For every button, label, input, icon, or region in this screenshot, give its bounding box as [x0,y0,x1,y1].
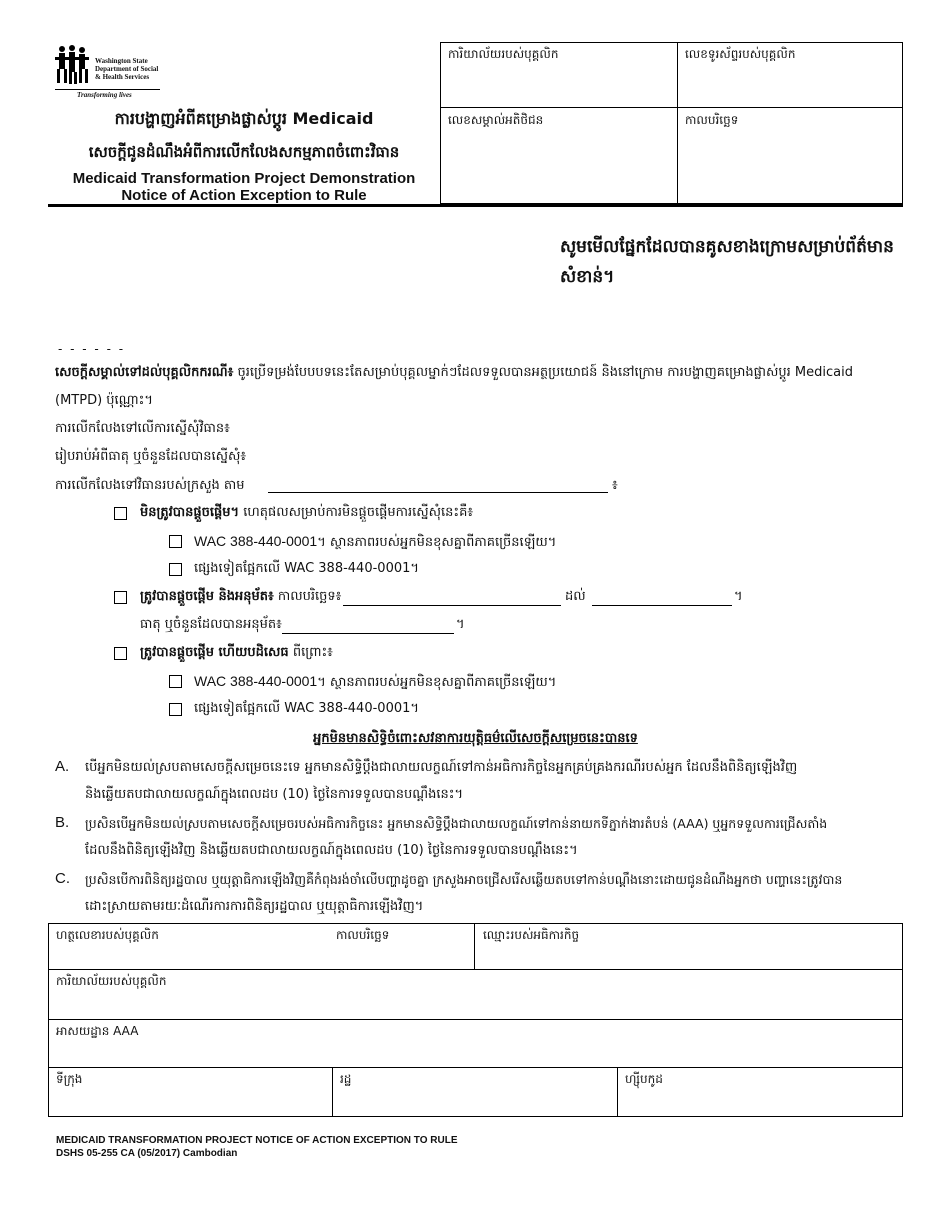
dashes: - - - - - - [58,342,126,356]
rights-a-letter: A. [55,758,70,775]
not-approved-label: មិនត្រូវបានផ្តួចផ្តើម។ [140,505,240,520]
approved-period: ។ [734,589,743,604]
people-logo-icon [55,45,91,85]
dshs-logo [55,45,165,103]
wac-1-code: WAC 388-440-0001 [194,533,318,549]
city-field[interactable]: ទីក្រុង [56,1072,83,1086]
bottom-hline-3 [48,1067,903,1068]
header-divider-vertical [677,42,678,204]
rights-c-line2: ដោះស្រាយតាមរយៈដំណើរការការពិនិត្យរដ្ឋបាល ឬយុត្តាធិការឡើងវិញ។ [85,899,424,914]
signature-date-field[interactable]: កាលបរិច្ឆេទ [336,928,390,942]
logo-org-name [95,57,158,81]
note-text-1: ចូរប្រើទម្រង់បែបបទនេះតែសម្រាប់បុគ្គលម្នាក់ៗដែលទទួលបានអត្ថប្រយោជន៍ និងនៅក្រោម ការបង្ហាញគម្រោងផ្លាស់ប្តូរ Medicaid [233,365,853,380]
approved-item-line[interactable] [282,633,454,634]
header-divider-horizontal [440,107,903,108]
rights-a-line1: បើអ្នកមិនយល់ស្របតាមសេចក្តីសម្រេចនេះទេ អ្នកមានសិទ្ធិប្តឹងជាលាយលក្ខណ៍ទៅកាន់អធិការកិច្ចនៃអ្នកគ្រប់គ្រងករណីរបស់អ្នក ដែលនឹងពិនិត្យឡើងវិញ [85,760,798,775]
not-approved-option [140,504,473,522]
state-field[interactable]: រដ្ឋ [340,1072,352,1086]
bottom-vline-1 [474,923,475,969]
rights-b-line2: ដែលនឹងពិនិត្យឡើងវិញ និងឆ្លើយតបជាលាយលក្ខណ៍ក្នុងពេលដប (10) ថ្ងៃនៃការទទួលបានបណ្តឹងនេះ។ [85,843,578,858]
exception-by-label: ការលើកលែងទៅវិធានរបស់ក្រសួង តាម [55,478,245,493]
title-en-1: Medicaid Transformation Project Demonstration [72,170,416,187]
approved-to-line[interactable] [592,605,732,606]
wac-2-text: ។ ស្ថានភាពរបស់អ្នកមិនខុសគ្នាពីភាគច្រើនឡើយ។ [317,675,557,690]
title-km-1: ការបង្ហាញអំពីគម្រោងផ្លាស់ប្តូរ Medicaid [114,109,374,128]
not-approved-text: ហេតុផលសម្រាប់ការមិនផ្តួចផ្តើមការស្នើសុំនេះគឺ៖ [239,505,474,520]
rights-b-line1: ប្រសិនបើអ្នកមិនយល់ស្របតាមសេចក្តីសម្រេចរបស់អធិការកិច្ចនេះ អ្នកមានសិទ្ធិប្តឹងជាលាយលក្ខណ៍ទៅកាន់នាយកទីភ្នាក់ងារតំបន់ (AAA) ឬអ្នកទទួលការជ្រើសតាំង [85,816,828,831]
wac-2-checkbox[interactable] [169,675,182,688]
approved-option [140,588,341,606]
other-1-option: ផ្សេងទៀតផ្អែកលើ WAC 388-440-0001។ [194,561,419,576]
approved-item-label: ធាតុ ឬចំនួនដែលបានអនុម័ត៖ [140,617,282,632]
exception-request-label: ការលើកលែងទៅលើការស្នើសុំវិធាន៖ [55,421,230,436]
item-description-label: រៀបរាប់អំពីធាតុ ឬចំនួនដែលបានស្នើសុំ៖ [55,449,247,464]
see-below-notice: សូមមើលផ្នែកដែលបានគូសខាងក្រោមសម្រាប់ព័ត៌មានសំខាន់។ [560,237,894,287]
rights-a-line2: និងឆ្លើយតបជាលាយលក្ខណ៍ក្នុងពេលដប (10) ថ្ងៃនៃការទទួលបានបណ្តឹងនេះ។ [85,787,464,802]
wac-1-text: ។ ស្ថានភាពរបស់អ្នកមិនខុសគ្នាពីភាគច្រើនឡើយ។ [317,535,557,550]
approved-from-line[interactable] [343,605,561,606]
exception-by-colon: ៖ [612,478,618,493]
staff-signature-field[interactable]: ហត្ថលេខារបស់បុគ្គលិក [56,928,159,942]
logo-line1: Washington State [95,57,148,65]
wac-1-checkbox[interactable] [169,535,182,548]
title-en-2: Notice of Action Exception to Rule [121,187,367,204]
bottom-vline-2 [332,1067,333,1117]
other-2-option: ផ្សេងទៀតផ្អែកលើ WAC 388-440-0001។ [194,701,419,716]
rights-c-letter: C. [55,870,70,887]
footer-form-number: DSHS 05-255 CA (05/2017) Cambodian [56,1148,238,1159]
staff-office-field[interactable]: ការិយាល័យរបស់បុគ្គលិក [56,974,167,988]
other-2-checkbox[interactable] [169,703,182,716]
rights-c-line1: ប្រសិនបើការពិនិត្យរដ្ឋបាល ឬយុត្តាធិការឡើងវិញគឺកំពុងរង់ចាំលើបញ្ហាដូចគ្នា ក្រសួងអាចជ្រើសរើសឆ្លើយតបទៅកាន់បណ្តឹងនោះដោយជូនដំណឹងអ្នកថា បញ្ហានេះត្រូវបាន [85,872,843,887]
client-id-field[interactable]: លេខសម្គាល់អតិថិជន [448,113,544,127]
denied-checkbox[interactable] [114,647,127,660]
bottom-vline-3 [617,1067,618,1117]
logo-tagline: Transforming lives [77,91,132,99]
bottom-hline-2 [48,1019,903,1020]
approved-label: ត្រូវបានផ្តួចផ្តើម និងអនុម័ត៖ [140,589,274,604]
provider-office-field[interactable]: ការិយាល័យរបស់បុគ្គលិក [448,47,559,61]
wac-2-code: WAC 388-440-0001 [194,673,318,689]
wac-2-option [194,672,556,692]
note-label: សេចក្តីសម្គាល់ទៅដល់បុគ្គលិកករណី៖ [55,365,234,380]
approved-to-label: ដល់ [565,589,586,604]
logo-line2: Department of Social [95,65,159,73]
approved-item-period: ។ [456,617,465,632]
logo-divider [55,89,160,90]
footer-title: MEDICAID TRANSFORMATION PROJECT NOTICE OF ACTION EXCEPTION TO RULE [56,1135,458,1146]
zip-field[interactable]: ហ្ស៊ីបកូដ [625,1072,663,1086]
header-date-field[interactable]: កាលបរិច្ឆេទ [685,113,739,127]
denied-text: ពីព្រោះ៖ [288,645,333,660]
title-km-2: សេចក្តីជូនដំណឹងអំពីការលើកលែងសកម្មភាពចំពោះវិធាន [88,143,400,161]
denied-label: ត្រូវបានផ្តួចផ្តើម ហើយបដិសេធ [140,645,289,660]
other-1-checkbox[interactable] [169,563,182,576]
case-worker-note [55,364,905,382]
bottom-hline-1 [48,969,903,970]
logo-line3: & Health Services [95,73,150,81]
supervisor-name-field[interactable]: ឈ្មោះរបស់អធិការកិច្ច [483,928,580,942]
approved-date-label: កាលបរិច្ឆេទ៖ [273,589,342,604]
rights-b-letter: B. [55,814,70,831]
approved-checkbox[interactable] [114,591,127,604]
header-rule [48,204,903,207]
signature-box [48,923,903,1117]
note-text-2: (MTPD) ប៉ុណ្ណោះ។ [55,393,153,408]
aaa-address-field[interactable]: អាសយដ្ឋាន AAA [56,1024,139,1038]
not-approved-checkbox[interactable] [114,507,127,520]
exception-by-line[interactable] [268,492,608,493]
denied-option [140,644,333,662]
provider-phone-field[interactable]: លេខទូរស័ព្ទរបស់បុគ្គលិក [685,47,796,61]
wac-1-option [194,532,556,552]
rights-title: អ្នកមិនមានសិទ្ធិចំពោះសវនាការយុត្តិធម៌លើសេចក្តីសម្រេចនេះបានទេ [313,731,638,746]
